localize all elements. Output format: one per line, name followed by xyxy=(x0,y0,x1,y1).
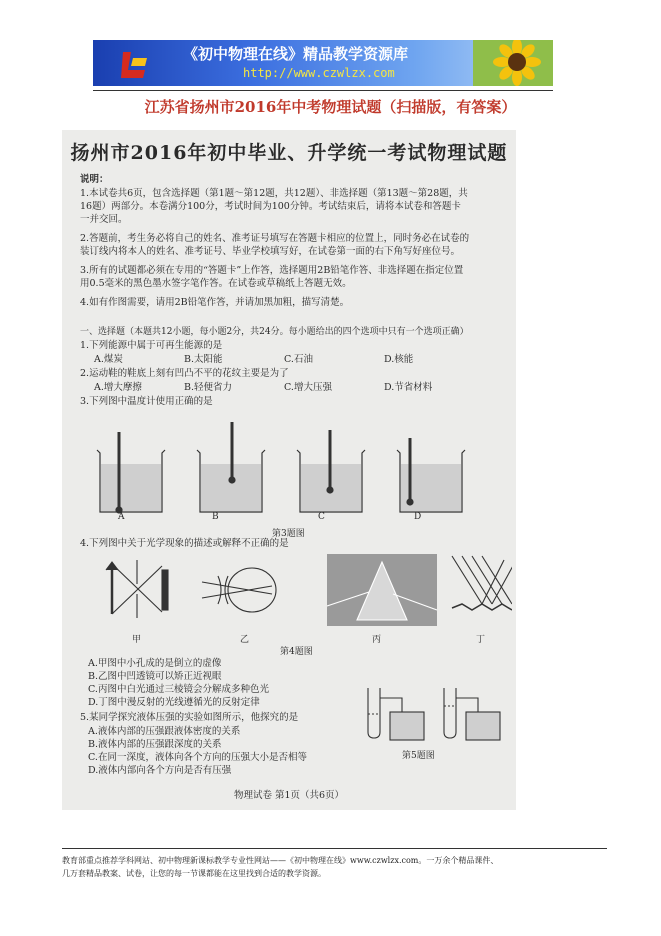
figure-label: A xyxy=(118,512,125,522)
option: D.核能 xyxy=(384,354,414,365)
footer-line: 几万套精品教案、试卷，让您的每一节课都能在这里找到合适的教学资源。 xyxy=(62,869,326,878)
note-line: 1.本试卷共6页，包含选择题（第1题～第12题，共12题）、非选择题（第13题～第28题，共 xyxy=(80,188,468,199)
u-tube-manometer-icon xyxy=(368,688,424,740)
question-5-option: C.在同一深度，液体向各个方向的压强大小是否相等 xyxy=(88,752,307,763)
figure-label: D xyxy=(414,512,422,522)
prism-icon xyxy=(327,554,437,626)
pinhole-camera-icon xyxy=(106,560,168,618)
option: A.增大摩擦 xyxy=(94,382,142,393)
figure-label: 丁 xyxy=(476,635,486,645)
note-line: 3.所有的试题都必须在专用的“答题卡”上作答，选择题用2B铅笔作答、非选择题在指定位置 xyxy=(80,265,464,276)
option: C.增大压强 xyxy=(284,382,332,393)
note-line: 2.答题前，考生务必将自己的姓名、准考证号填写在答题卡相应的位置上，同时务必在试卷的 xyxy=(80,233,470,244)
exam-title: 扬州市2016年初中毕业、升学统一考试物理试题 xyxy=(70,142,508,164)
option: A.煤炭 xyxy=(94,354,123,365)
header-rule xyxy=(93,90,553,91)
option: C.石油 xyxy=(284,354,313,365)
option: B.轻便省力 xyxy=(184,382,233,393)
question-2-options xyxy=(94,382,432,394)
beaker-icon xyxy=(297,430,365,512)
footer-line: 教育部重点推荐学科网站、初中物理新课标教学专业性网站——《初中物理在线》www.czwlzx.com。一万余个精品课件、 xyxy=(62,856,499,865)
banner-url[interactable]: http://www.czwlzx.com xyxy=(243,66,395,80)
figure-label: 甲 xyxy=(132,635,142,645)
page-footer xyxy=(62,854,607,880)
figure-caption: 第3题图 xyxy=(272,529,305,539)
option: B.太阳能 xyxy=(184,354,223,365)
notes-heading: 说明： xyxy=(80,174,109,185)
question-5-option: A.液体内部的压强跟液体密度的关系 xyxy=(88,726,241,737)
footer-rule xyxy=(62,848,607,849)
note-line: 16题）两部分。本卷满分100分，考试时间为100分钟。考试结束后，请将本试卷和答题卡 xyxy=(80,201,461,212)
question-2-stem: 2.运动鞋的鞋底上刻有凹凸不平的花纹主要是为了 xyxy=(80,368,289,379)
pressure-gauge-figure xyxy=(362,684,512,748)
question-5-stem: 5.某同学探究液体压强的实验如图所示，他探究的是 xyxy=(80,712,299,723)
note-line: 4.如有作图需要，请用2B铅笔作答，并请加黑加粗，描写清楚。 xyxy=(80,297,350,308)
beaker-thermometer-figure xyxy=(92,420,492,520)
eye-lens-icon xyxy=(202,568,276,612)
question-4-option: D.丁图中漫反射的光线遵循光的反射定律 xyxy=(88,697,260,708)
diffuse-reflection-icon xyxy=(452,556,512,610)
sunflower-icon xyxy=(473,40,553,86)
exam-page-footer: 物理试卷 第1页（共6页） xyxy=(233,790,345,801)
figure-label: C xyxy=(318,512,325,522)
beaker-icon xyxy=(197,422,265,512)
question-1-options xyxy=(94,354,413,366)
figure-label: B xyxy=(212,512,219,522)
figure-caption: 第5题图 xyxy=(402,751,435,761)
note-line: 用0.5毫米的黑色墨水签字笔作答。在试卷或草稿纸上答题无效。 xyxy=(80,278,352,289)
header-banner xyxy=(93,40,553,86)
question-4-option: C.丙图中白光通过三棱镜会分解成多种色光 xyxy=(88,684,269,695)
note-line: 装订线内将本人的姓名、准考证号、毕业学校填写好，在试卷第一面的右下角写好座位号。 xyxy=(80,246,461,257)
question-4-option: B.乙图中凹透镜可以矫正近视眼 xyxy=(88,671,222,682)
figure-label: 丙 xyxy=(372,635,382,645)
optics-figure xyxy=(92,554,512,632)
question-1-stem: 1.下列能源中属于可再生能源的是 xyxy=(80,340,223,351)
beaker-icon xyxy=(97,432,165,513)
u-tube-manometer-icon xyxy=(444,688,500,740)
question-5-option: D.液体内部向各个方向是否有压强 xyxy=(88,765,232,776)
question-5-option: B.液体内部的压强跟深度的关系 xyxy=(88,739,222,750)
scanned-exam-page xyxy=(62,130,516,810)
question-4-stem: 4.下列图中关于光学现象的描述或解释不正确的是 xyxy=(80,538,289,549)
section-heading: 一、选择题（本题共12小题，每小题2分，共24分。每小题给出的四个选项中只有一个选项正确） xyxy=(80,327,469,337)
question-3-stem: 3.下列图中温度计使用正确的是 xyxy=(80,396,213,407)
question-4-option: A.甲图中小孔成的是倒立的虚像 xyxy=(88,658,222,669)
banner-title: 《初中物理在线》精品教学资源库 xyxy=(183,45,409,63)
figure-caption: 第4题图 xyxy=(280,647,313,657)
figure-label: 乙 xyxy=(240,635,250,645)
beaker-icon xyxy=(397,438,465,512)
site-logo-icon xyxy=(119,48,149,80)
option: D.节省材料 xyxy=(384,382,433,393)
document-title: 江苏省扬州市2016年中考物理试题（扫描版，有答案） xyxy=(144,98,517,116)
note-line: 一并交回。 xyxy=(80,214,128,225)
